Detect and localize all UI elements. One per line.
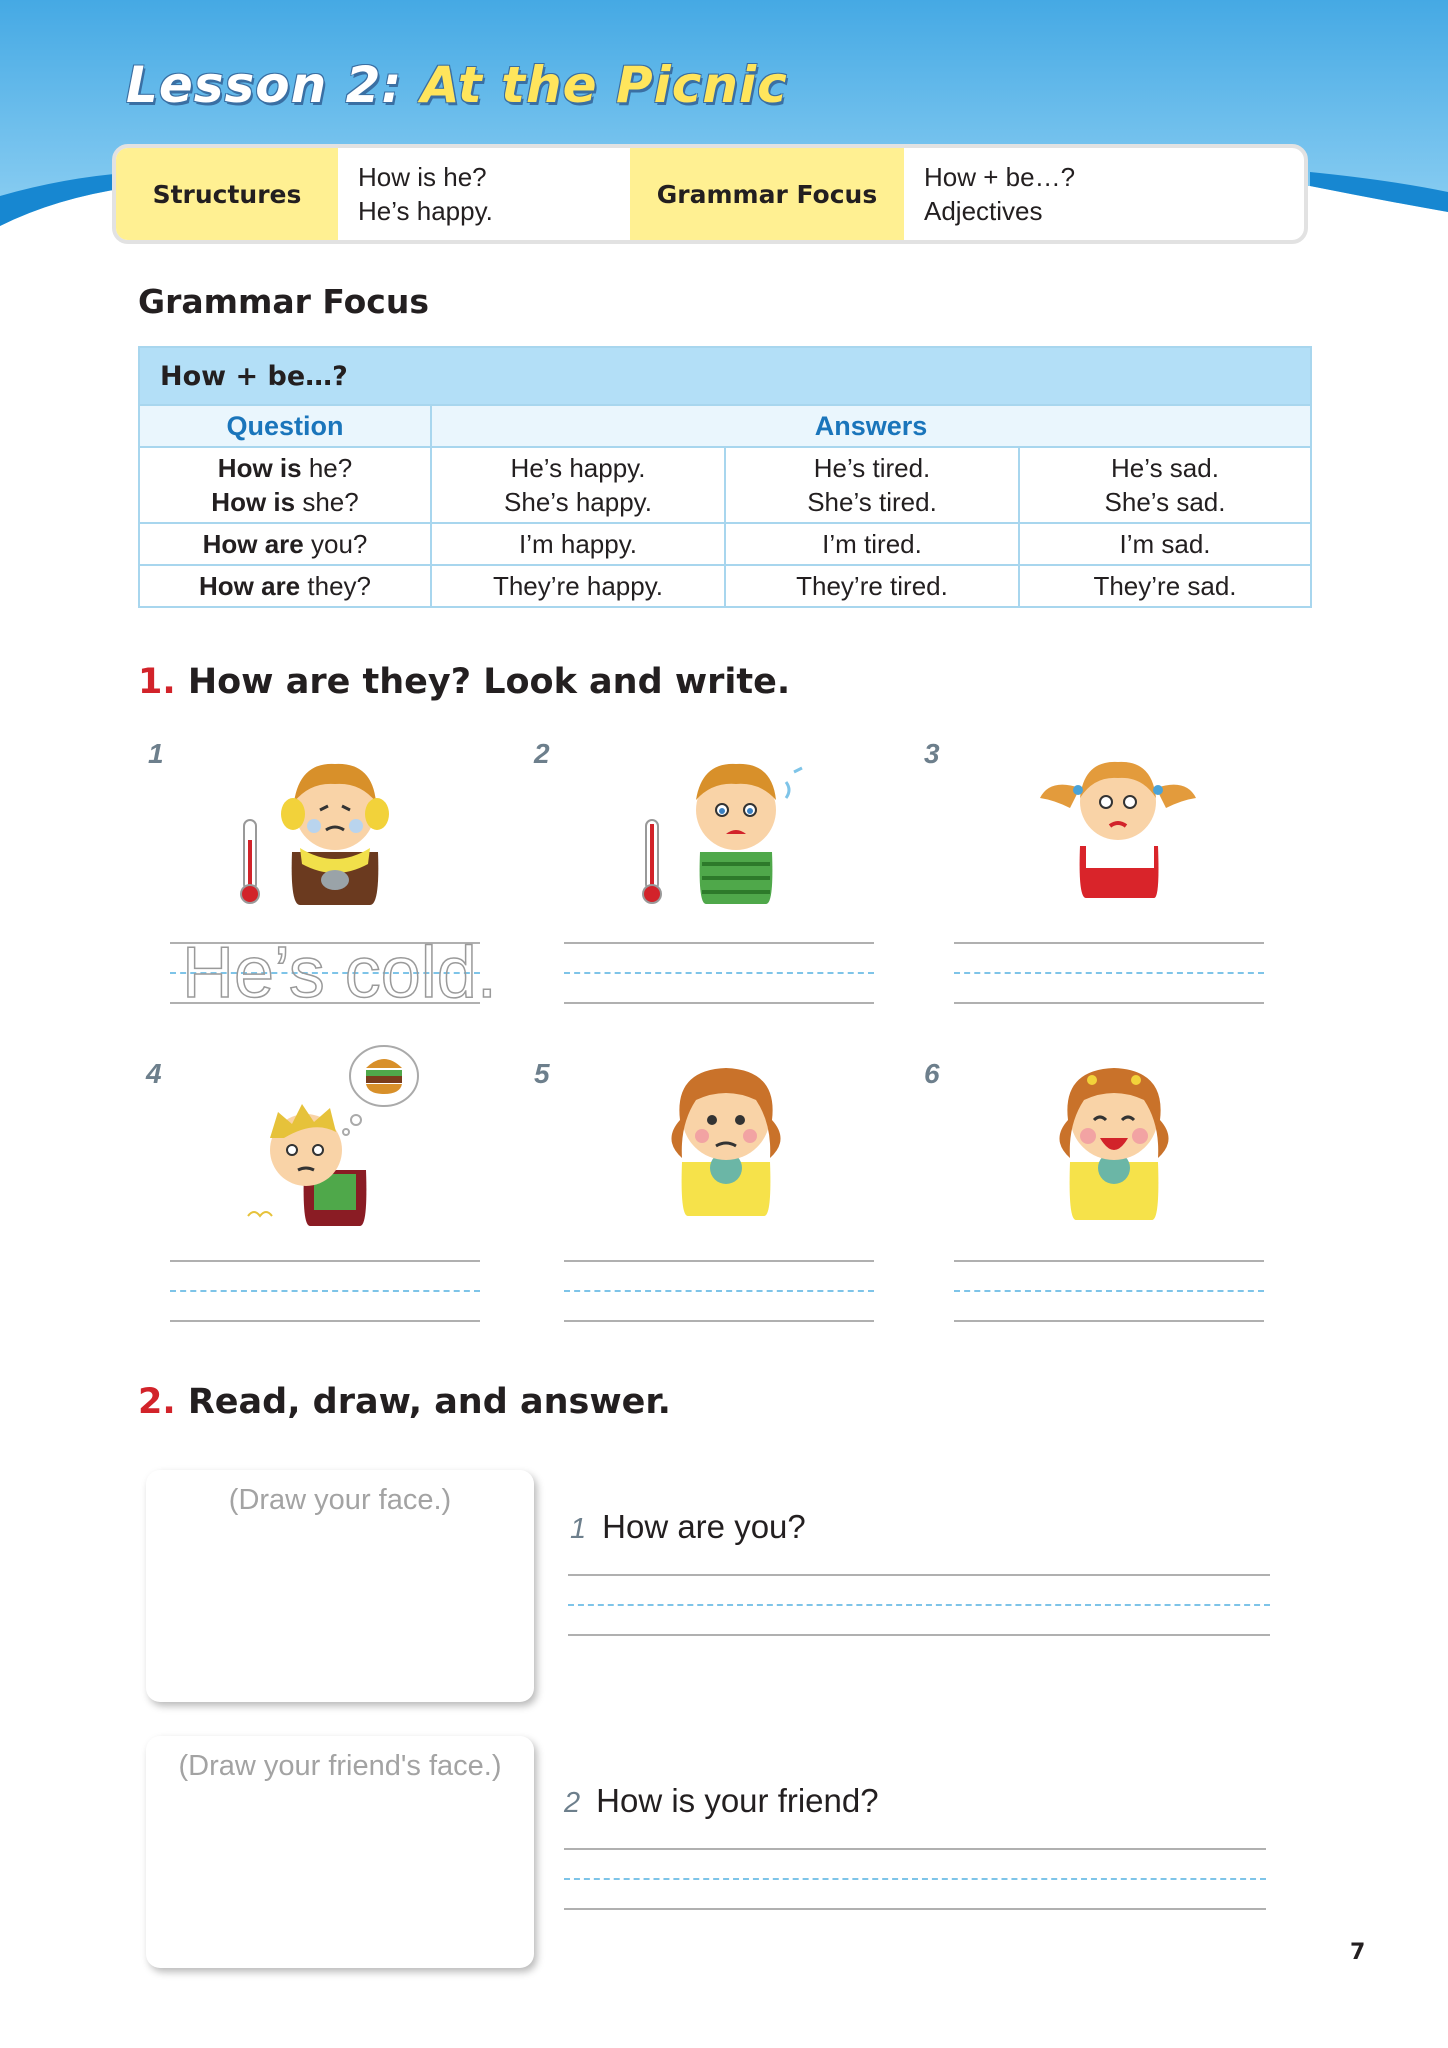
table-title: How + be…? — [139, 347, 1311, 405]
answer-line-2[interactable] — [564, 1848, 1266, 1910]
question-2 — [564, 1782, 879, 1820]
answer-text: He’s sad. — [1111, 453, 1219, 483]
item-number-4: 4 — [146, 1058, 162, 1089]
answer-text: He’s happy. — [510, 453, 646, 483]
exercise-2-text: Read, draw, and answer. — [187, 1382, 671, 1422]
structures-line-1: How is he? — [358, 162, 487, 192]
line-mid — [170, 1290, 480, 1292]
grammar-table — [138, 346, 1312, 608]
cold-boy-illustration — [230, 740, 410, 910]
question-verb: How are — [199, 570, 301, 601]
table-row — [139, 565, 1311, 607]
answer-cell: I’m happy. — [431, 523, 725, 565]
lesson-subtitle: At the Picnic — [420, 56, 788, 114]
line-top — [954, 942, 1264, 944]
exercise-1-number: 1. — [138, 662, 176, 702]
question-number: 1 — [570, 1513, 587, 1545]
table-row — [139, 447, 1311, 523]
sad-girl-illustration — [652, 1050, 802, 1220]
line-mid — [568, 1604, 1270, 1606]
question-number: 2 — [564, 1787, 581, 1819]
grammar-line-1: How + be…? — [924, 162, 1076, 192]
structures-line-2: He’s happy. — [358, 196, 493, 226]
happy-girl-illustration — [1040, 1050, 1190, 1220]
table-row — [139, 523, 1311, 565]
item-number-3: 3 — [924, 738, 940, 769]
line-mid — [564, 1290, 874, 1292]
answer-text: She’s happy. — [504, 487, 652, 517]
exercise-2-number: 2. — [138, 1382, 176, 1422]
page-number: 7 — [1350, 1940, 1366, 1965]
line-mid — [564, 972, 874, 974]
line-mid — [564, 1878, 1266, 1880]
line-bottom — [564, 1908, 1266, 1910]
draw-hint: (Draw your friend's face.) — [178, 1750, 502, 1782]
line-mid — [954, 1290, 1264, 1292]
line-top — [170, 1260, 480, 1262]
line-top — [564, 1848, 1266, 1850]
grammar-focus-value — [904, 148, 1304, 240]
question-verb: How are — [202, 528, 304, 559]
lesson-title — [126, 56, 788, 114]
structures-label: Structures — [116, 148, 338, 240]
question-verb: How is — [211, 487, 296, 517]
item-number-1: 1 — [148, 738, 164, 769]
question-rest: they? — [300, 570, 371, 601]
answer-cell — [431, 447, 725, 523]
line-top — [954, 1260, 1264, 1262]
question-rest: she? — [295, 487, 359, 517]
answer-line-1[interactable] — [568, 1574, 1270, 1636]
exercise-1-title — [138, 662, 790, 702]
question-text: How are you? — [602, 1508, 806, 1545]
answer-cell: I’m sad. — [1019, 523, 1311, 565]
scared-girl-illustration — [1030, 738, 1200, 908]
answer-text: She’s tired. — [807, 487, 937, 517]
line-bottom — [954, 1320, 1264, 1322]
line-bottom — [564, 1320, 874, 1322]
structures-value — [338, 148, 630, 240]
line-top — [564, 1260, 874, 1262]
structures-bar — [112, 144, 1308, 244]
item-number-6: 6 — [924, 1058, 940, 1089]
answer-cell: They’re happy. — [431, 565, 725, 607]
column-header-answers: Answers — [431, 405, 1311, 447]
draw-friend-face-box[interactable] — [146, 1736, 534, 1968]
answer-cell — [725, 447, 1019, 523]
writing-line-1[interactable] — [170, 933, 497, 1013]
grammar-line-2: Adjectives — [924, 196, 1043, 226]
question-cell — [139, 523, 431, 565]
example-trace-text: He’s cold. — [182, 933, 497, 1013]
exercise-1-text: How are they? Look and write. — [187, 662, 791, 702]
answer-text: She’s sad. — [1104, 487, 1226, 517]
question-rest: you? — [303, 528, 368, 559]
line-bottom — [568, 1634, 1270, 1636]
question-rest: he? — [301, 453, 353, 483]
grammar-focus-label: Grammar Focus — [630, 148, 904, 240]
draw-your-face-box[interactable] — [146, 1470, 534, 1702]
lesson-label: Lesson 2: — [126, 56, 403, 114]
writing-line-2[interactable] — [564, 942, 874, 1004]
line-mid — [954, 972, 1264, 974]
question-1 — [570, 1508, 806, 1546]
hungry-boy-illustration — [244, 1040, 424, 1230]
answer-cell: I’m tired. — [725, 523, 1019, 565]
item-number-5: 5 — [534, 1058, 550, 1089]
answer-cell: They’re sad. — [1019, 565, 1311, 607]
item-number-2: 2 — [534, 738, 550, 769]
hot-boy-illustration — [632, 738, 812, 908]
writing-line-4[interactable] — [170, 1260, 480, 1322]
writing-line-5[interactable] — [564, 1260, 874, 1322]
question-text: How is your friend? — [596, 1782, 879, 1819]
line-bottom — [170, 1320, 480, 1322]
question-cell — [139, 565, 431, 607]
line-top — [568, 1574, 1270, 1576]
grammar-focus-heading: Grammar Focus — [138, 282, 430, 321]
answer-cell — [1019, 447, 1311, 523]
draw-hint: (Draw your face.) — [228, 1484, 452, 1516]
writing-line-3[interactable] — [954, 942, 1264, 1004]
question-verb: How is — [217, 453, 302, 483]
line-bottom — [564, 1002, 874, 1004]
line-bottom — [954, 1002, 1264, 1004]
answer-text: He’s tired. — [813, 453, 931, 483]
column-header-question: Question — [139, 405, 431, 447]
exercise-2-title — [138, 1382, 671, 1422]
writing-line-6[interactable] — [954, 1260, 1264, 1322]
answer-cell: They’re tired. — [725, 565, 1019, 607]
question-cell — [139, 447, 431, 523]
line-top — [564, 942, 874, 944]
